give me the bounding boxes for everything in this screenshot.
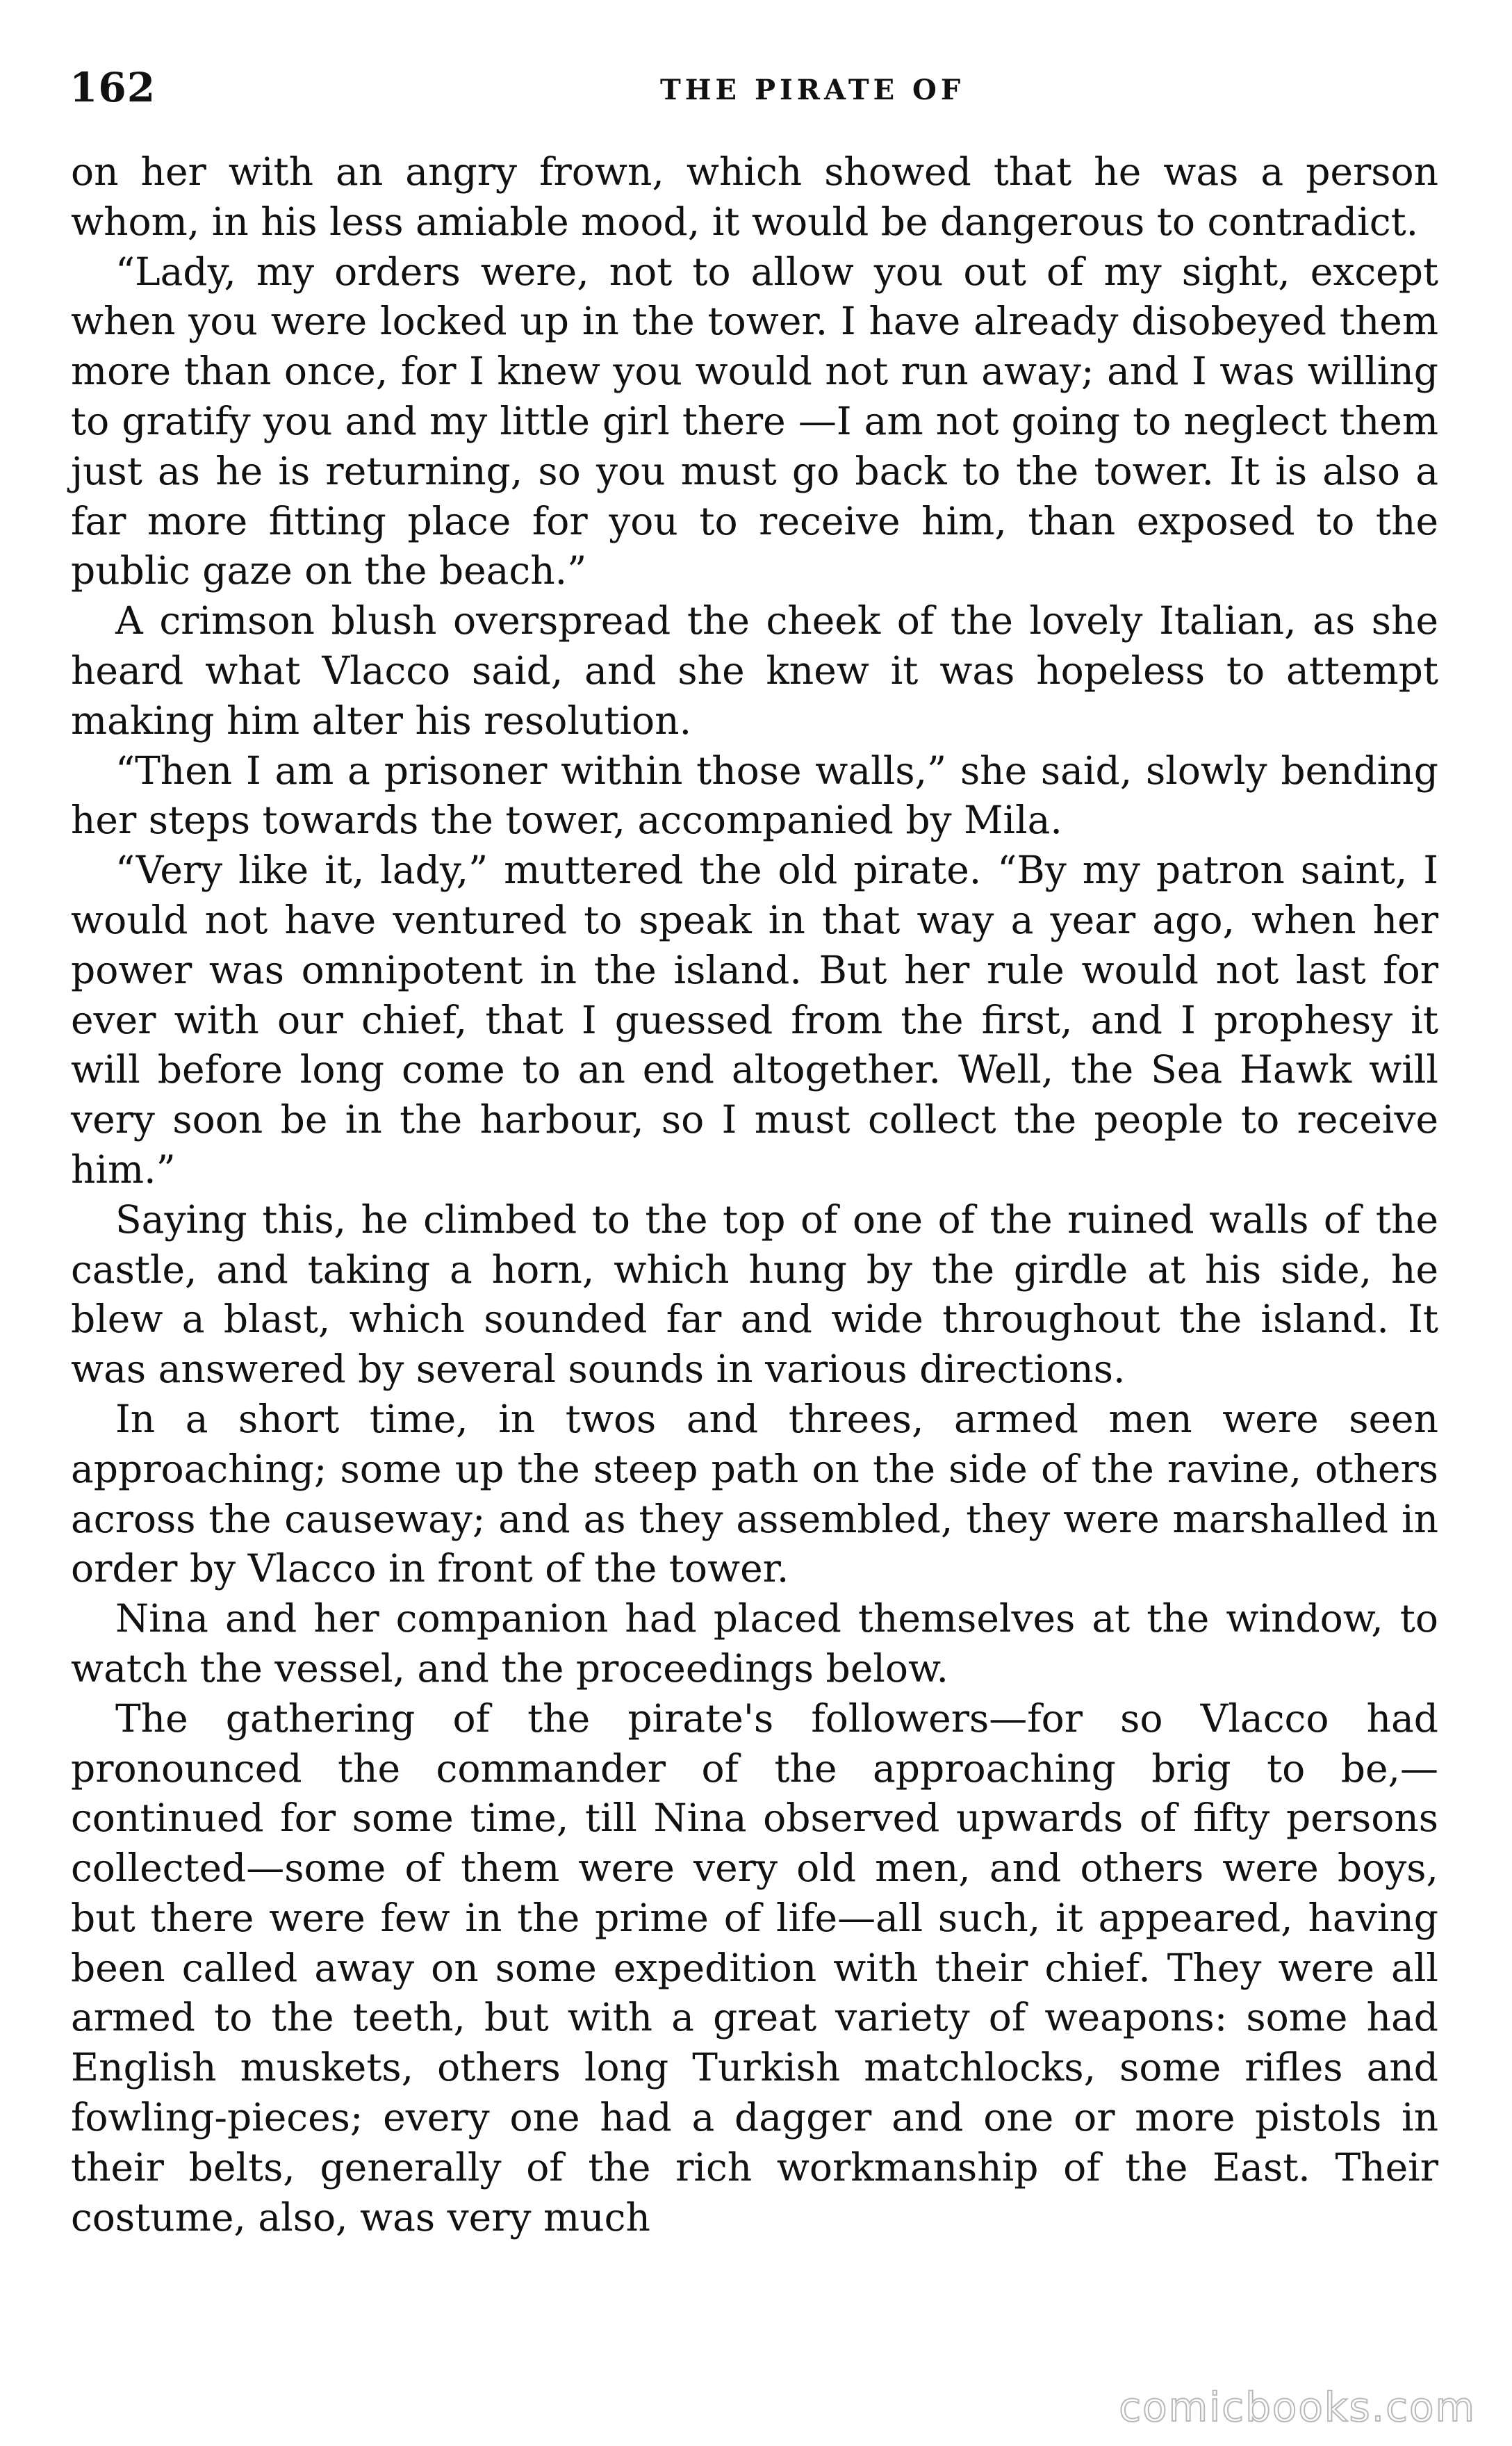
paragraph: on her with an angry frown, which showed that he was a person whom, in his less amiable mood, it would be dangerous to contradict. xyxy=(71,149,1438,244)
paragraph: Nina and her companion had placed themselves at the window, to watch the vessel, and the proceedings below. xyxy=(71,1596,1438,1691)
page-number: 162 xyxy=(69,64,156,111)
paragraph: The gathering of the pirate's followers—for so Vlacco had pronounced the commander of the approaching brig to be,—continued for some time, till Nina observed upwards of fifty persons collected—some of them were very old men, and others were boys, but there were few in the prime of life—all such, it appeared, having been called away on some expedition with their chief. They were all armed to the teeth, but with a great variety of weapons: some had English muskets, others long Turkish matchlocks, some rifles and fowling-pieces; every one had a dagger and one or more pistols in their belts, generally of the rich workmanship of the East. Their costume, also, was very much xyxy=(71,1696,1438,2240)
body-text xyxy=(71,147,1438,2242)
paragraph: “Then I am a prisoner within those walls,” she said, slowly bending her steps towards the tower, accompanied by Mila. xyxy=(71,748,1438,843)
paragraph: Saying this, he climbed to the top of one of the ruined walls of the castle, and taking a horn, which hung by the girdle at his side, he blew a blast, which sounded far and wide throughout the island. It was answered by several sounds in various directions. xyxy=(71,1197,1438,1392)
paragraph: In a short time, in twos and threes, armed men were seen approaching; some up the steep path on the side of the ravine, others across the causeway; and as they assembled, they were marshalled in order by Vlacco in front of the tower. xyxy=(71,1396,1438,1591)
watermark: comicbooks.com xyxy=(1119,2383,1476,2431)
running-header xyxy=(69,64,1459,120)
paragraph: A crimson blush overspread the cheek of the lovely Italian, as she heard what Vlacco said, and she knew it was hopeless to attempt making him alter his resolution. xyxy=(71,598,1438,743)
running-title: THE PIRATE OF xyxy=(660,74,965,106)
paragraph: “Very like it, lady,” muttered the old pirate. “By my patron saint, I would not have ventured to speak in that way a year ago, when her power was omnipotent in the island. But her rule would not last for ever with our chief, that I guessed from the first, and I prophesy it will before long come to an end altogether. Well, the Sea Hawk will very soon be in the harbour, so I must collect the people to receive him.” xyxy=(71,848,1438,1192)
paragraph: “Lady, my orders were, not to allow you out of my sight, except when you were locked up in the tower. I have already disobeyed them more than once, for I knew you would not run away; and I was willing to gratify you and my little girl there —I am not going to neglect them just as he is returning, so you must go back to the tower. It is also a far more fitting place for you to receive him, than exposed to the public gaze on the beach.” xyxy=(71,249,1438,593)
